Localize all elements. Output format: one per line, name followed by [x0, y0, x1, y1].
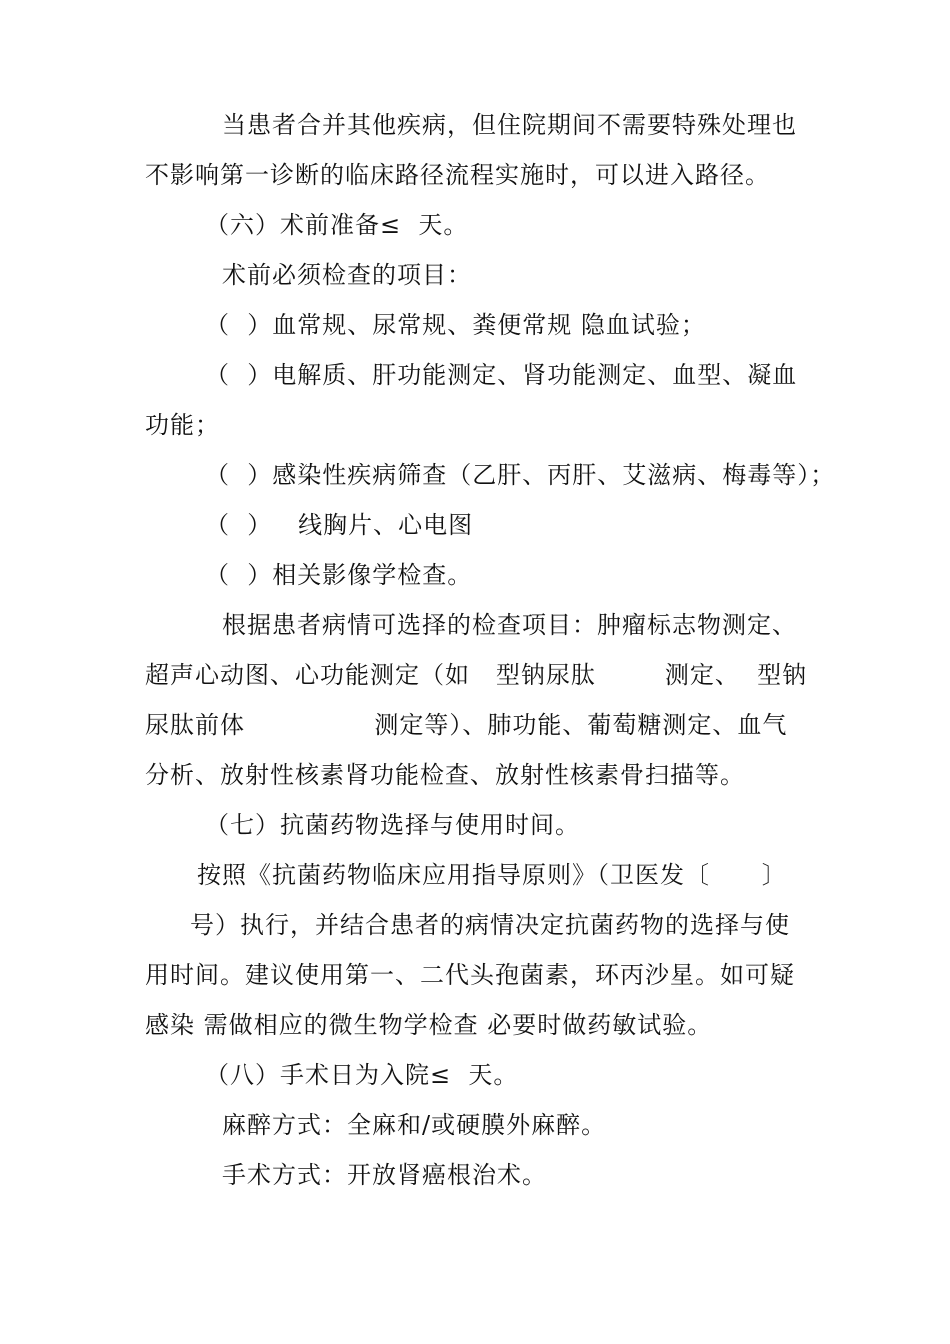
- text-line: 根据患者病情可选择的检查项目：肿瘤标志物测定、: [222, 611, 797, 639]
- text-line: 麻醉方式：全麻和/或硬膜外麻醉。: [222, 1111, 607, 1139]
- text-line: 感染 需做相应的微生物学检查 必要时做药敏试验。: [145, 1011, 713, 1039]
- text-line: 超声心动图、心功能测定（如 型钠尿肽 测定、 型钠: [145, 661, 808, 689]
- text-line: 用时间。建议使用第一、二代头孢菌素，环丙沙星。如可疑: [145, 961, 795, 989]
- text-line: 术前必须检查的项目：: [222, 261, 472, 289]
- section-heading-6: （六）术前准备≤ 天。: [205, 211, 469, 239]
- list-item: （ ）电解质、肝功能测定、肾功能测定、血型、凝血: [205, 361, 798, 389]
- text-line: 尿肽前体 测定等）、肺功能、葡萄糖测定、血气: [145, 711, 788, 739]
- text-line: 手术方式：开放肾癌根治术。: [222, 1161, 547, 1189]
- text-line: 分析、放射性核素肾功能检查、放射性核素骨扫描等。: [145, 761, 745, 789]
- text-line: 号）执行，并结合患者的病情决定抗菌药物的选择与使: [190, 911, 790, 939]
- text-line: 当患者合并其他疾病，但住院期间不需要特殊处理也: [222, 111, 797, 139]
- text-line: 不影响第一诊断的临床路径流程实施时，可以进入路径。: [145, 161, 770, 189]
- list-item: （ ）相关影像学检查。: [205, 561, 473, 589]
- list-item: （ ） 线胸片、心电图: [205, 511, 474, 539]
- list-item: （ ）血常规、尿常规、粪便常规 隐血试验；: [205, 311, 706, 339]
- text-line: 按照《抗菌药物临床应用指导原则》（卫医发〔 〕: [197, 861, 787, 889]
- text-line: 功能；: [145, 411, 220, 439]
- section-heading-7: （七）抗菌药物选择与使用时间。: [205, 811, 580, 839]
- list-item: （ ）感染性疾病筛查（乙肝、丙肝、艾滋病、梅毒等）；: [205, 461, 836, 489]
- section-heading-8: （八）手术日为入院≤ 天。: [205, 1061, 519, 1089]
